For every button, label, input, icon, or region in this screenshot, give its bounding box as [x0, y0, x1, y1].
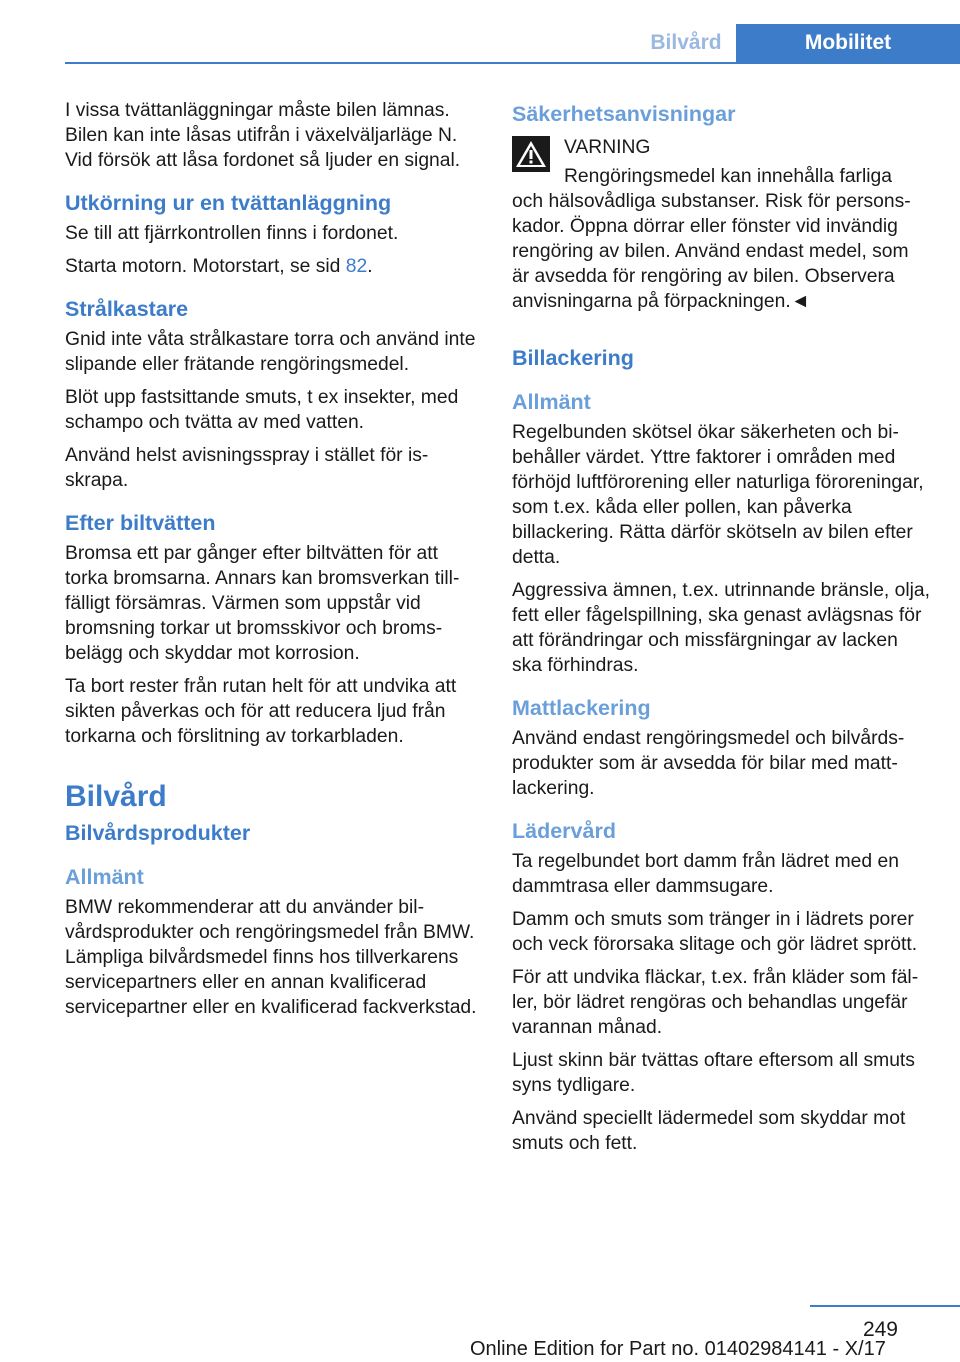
warning-block	[512, 132, 930, 189]
heading-allmant-right: Allmänt	[512, 390, 591, 414]
paragraph-lader-4: Ljust skinn bär tvättas oftare eftersom all smuts syns tydligare.	[512, 1050, 915, 1096]
heading-allmant-left: Allmänt	[65, 865, 144, 889]
paragraph-billack-1: Regelbunden skötsel ökar säkerheten och bibehåller värdet. Yttre faktorer i områden med förhöjd luftförorening eller naturliga föroreningar, som t.ex. kåda eller pollen, kan påverka billackering. Rätta därför skötseln av bilen efter detta.	[512, 422, 924, 568]
paragraph-efter-1: Bromsa ett par gånger efter biltvätten för att torka bromsarna. Annars kan bromsverkan tillfälligt försämras. Värmen som uppstår vid bromsning torkar ut bromsskivor och bromsbelägg och skyddar mot korrosion.	[65, 543, 460, 664]
page-number: 249	[862, 1318, 898, 1341]
header-rule	[65, 62, 960, 64]
heading-efter-biltvatten: Efter biltvätten	[65, 511, 216, 535]
tab-bilvard[interactable]: Bilvård	[650, 31, 722, 54]
tab-mobilitet[interactable]: Mobilitet	[736, 24, 960, 62]
motorstart-end: .	[367, 256, 373, 277]
paragraph-efter-2: Ta bort rester från rutan helt för att undvika att sikten påverkas och för att reducera ljud från torkarna och förslitning av torkarbladen.	[65, 676, 457, 747]
heading-sakerhetsanvisningar: Säkerhetsanvisningar	[512, 102, 736, 126]
paragraph-stral-3: Använd helst avisningsspray i stället för isskrapa.	[65, 445, 429, 491]
paragraph-stral-2: Blöt upp fastsittande smuts, t ex insekter, med schampo och tvätta av med vatten.	[65, 387, 459, 433]
warning-text: och hälsovådliga substanser. Risk för personskador. Öppna dörrar eller fönster vid invändig rengöring av bilen. Använd endast medel, som är avsedda för rengöring av bilen. Observera anvisningarna på förpackningen.◄	[512, 191, 911, 312]
heading-bilvardsprodukter: Bilvårdsprodukter	[65, 821, 251, 845]
footer-edition: Online Edition for Part no. 01402984141 - X/17	[470, 1338, 886, 1360]
paragraph-fjarrkontroll: Se till att fjärrkontrollen finns i fordonet.	[65, 223, 399, 244]
paragraph-matt: Använd endast rengöringsmedel och bilvårdsprodukter som är avsedda för bilar med mattlackering.	[512, 728, 905, 799]
paragraph-motorstart	[65, 254, 481, 279]
left-column	[65, 98, 481, 1028]
heading-utkorning: Utkörning ur en tvättanläggning	[65, 191, 392, 215]
heading-stralkastare: Strålkastare	[65, 297, 189, 321]
paragraph-lader-1: Ta regelbundet bort damm från lädret med en dammtrasa eller dammsugare.	[512, 851, 899, 897]
footer-rule	[810, 1305, 960, 1307]
heading-ladervard: Lädervård	[512, 819, 616, 843]
heading-bilvard: Bilvård	[65, 780, 167, 813]
warning-triangle-icon	[512, 136, 550, 172]
paragraph-lader-3: För att undvika fläckar, t.ex. från kläder som fäller, bör lädret rengöras och behandlas ungefär varannan månad.	[512, 967, 919, 1038]
heading-mattlackering: Mattlackering	[512, 696, 651, 720]
paragraph-lader-2: Damm och smuts som tränger in i lädrets porer och veck förorsaka slitage och gör lädret sprött.	[512, 909, 918, 955]
paragraph-billack-2: Aggressiva ämnen, t.ex. utrinnande bränsle, olja, fett eller fågelspillning, ska genast avlägsnas för att förändringar och missfärgningar av lacken ska förhindras.	[512, 580, 931, 676]
header-tabs	[636, 24, 960, 62]
intro-paragraph: I vissa tvättanläggningar måste bilen lämnas. Bilen kan inte låsas utifrån i växelväljarläge N. Vid försök att låsa fordonet så ljuder en signal.	[65, 100, 461, 171]
warning-title: VARNING	[564, 137, 651, 158]
paragraph-stral-1: Gnid inte våta strålkastare torra och använd inte slipande eller frätande rengöringsmedel.	[65, 329, 476, 375]
paragraph-bmw-rekommenderar: BMW rekommenderar att du använder bilvårdsprodukter och rengöringsmedel från BMW. Lämpliga bilvårdsmedel finns hos tillverkarens servicepartners eller en annan kvalificerad servicepartner eller en kvalificerad fackverkstad.	[65, 897, 477, 1018]
motorstart-text: Starta motorn. Motorstart, se sid	[65, 256, 346, 277]
warning-first-line: Rengöringsmedel kan innehålla farliga	[564, 166, 892, 187]
paragraph-lader-5: Använd speciellt lädermedel som skyddar mot smuts och fett.	[512, 1108, 906, 1154]
right-column	[512, 98, 930, 1164]
heading-billackering: Billackering	[512, 346, 634, 370]
page-link-82[interactable]: 82	[345, 256, 368, 277]
